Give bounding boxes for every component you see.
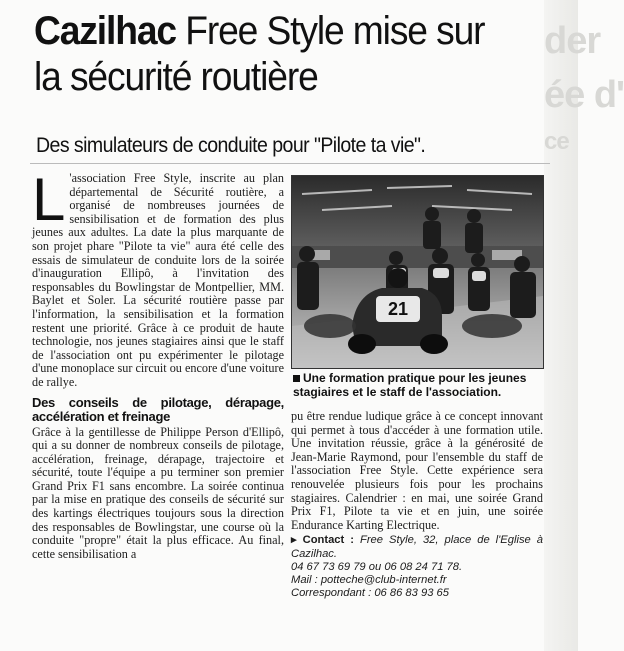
divider bbox=[30, 163, 550, 164]
photo-caption bbox=[293, 372, 541, 399]
contact-mail: Mail : potteche@club-internet.fr bbox=[291, 573, 447, 586]
karting-photo bbox=[291, 175, 544, 369]
section-paragraph: Grâce à la gentillesse de Philippe Person d'Ellipô, qui a su donner de nombreux conseils de pilotage, accélération, freinage, dérapage, trajectoire et sécurité, toute l'équipe a pu terminer son premier Grand Prix F1 sans encombre. La soirée continua par la mise en pratique des conseils de sécurité sur des kartings électriques toujours sous la direction des responsables de Bowlingstar, une course où la conduite "propre" était la plus efficace. Au final, cette sensibilisation a bbox=[32, 424, 284, 561]
right-paragraph: pu être rendue ludique grâce à ce concept innovant qui permet à tous d'accéder à une formation utile. Une invitation réussie, grâce à la générosité de Jean-Marie Raymond, pour l'ensemble du staff de l'association Free Style. Cette expérience sera renouvelée plusieurs fois pour les prochains stagiaires. Calendrier : en mai, une soirée Grand Prix F1, Pilote ta vie et en juin, une soirée Endurance Karting Electrique. bbox=[291, 409, 543, 532]
headline-place: Cazilhac bbox=[34, 9, 176, 53]
kart-number: 21 bbox=[387, 299, 409, 319]
headline-rest: Free Style mise sur la sécurité routière bbox=[34, 9, 485, 99]
bleed-through-text: ce bbox=[544, 128, 569, 155]
contact-label: ▸ Contact : bbox=[291, 534, 354, 547]
bleed-through-text: der bbox=[544, 20, 601, 62]
section-title: Des conseils de pilotage, dérapage, accélération et freinage bbox=[32, 394, 284, 424]
intro-paragraph: 'association Free Style, inscrite au plan départemental de Sécurité routière, a organisé de nombreuses journées de sensibilisation et de formation des plus jeunes aux adultes. La date la plus marquante de son projet phare "Pilote ta vie" aura été celle des essais de simulateur de conduite lors de la soirée d'inauguration Ellipô, à l'invitation des responsables du Bowlingstar de Montpellier, MM. Baylet et Soler. La sécurité routière passe par l'information, la sensibilisation et la formation restent une priorité. Grâce à ce produit de haute technologie, nos jeunes stagiaires ainsi que le staff de l'association ont pu expérimenter le pilotage d'une monoplace sur circuit ou encore d'une voiture de rallye. bbox=[32, 171, 284, 389]
caption-bullet bbox=[293, 375, 300, 382]
correspondent: Correspondant : 06 86 83 93 65 bbox=[291, 587, 449, 600]
caption-text: Une formation pratique pour les jeunes stagiaires et le staff de l'association. bbox=[293, 371, 527, 399]
contact-block bbox=[291, 534, 543, 600]
contact-address: Free Style, 32, place de l'Eglise à Cazilhac. bbox=[291, 534, 543, 560]
left-column bbox=[32, 166, 284, 561]
headline bbox=[34, 8, 518, 100]
bleed-through-text: ée d' bbox=[544, 74, 624, 116]
right-column bbox=[291, 410, 543, 600]
photo-illustration bbox=[292, 176, 543, 368]
contact-phones: 04 67 73 69 79 ou 06 08 24 71 78. bbox=[291, 560, 463, 573]
dropcap: L bbox=[32, 166, 66, 233]
subheadline: Des simulateurs de conduite pour "Pilote ta vie". bbox=[36, 134, 426, 157]
